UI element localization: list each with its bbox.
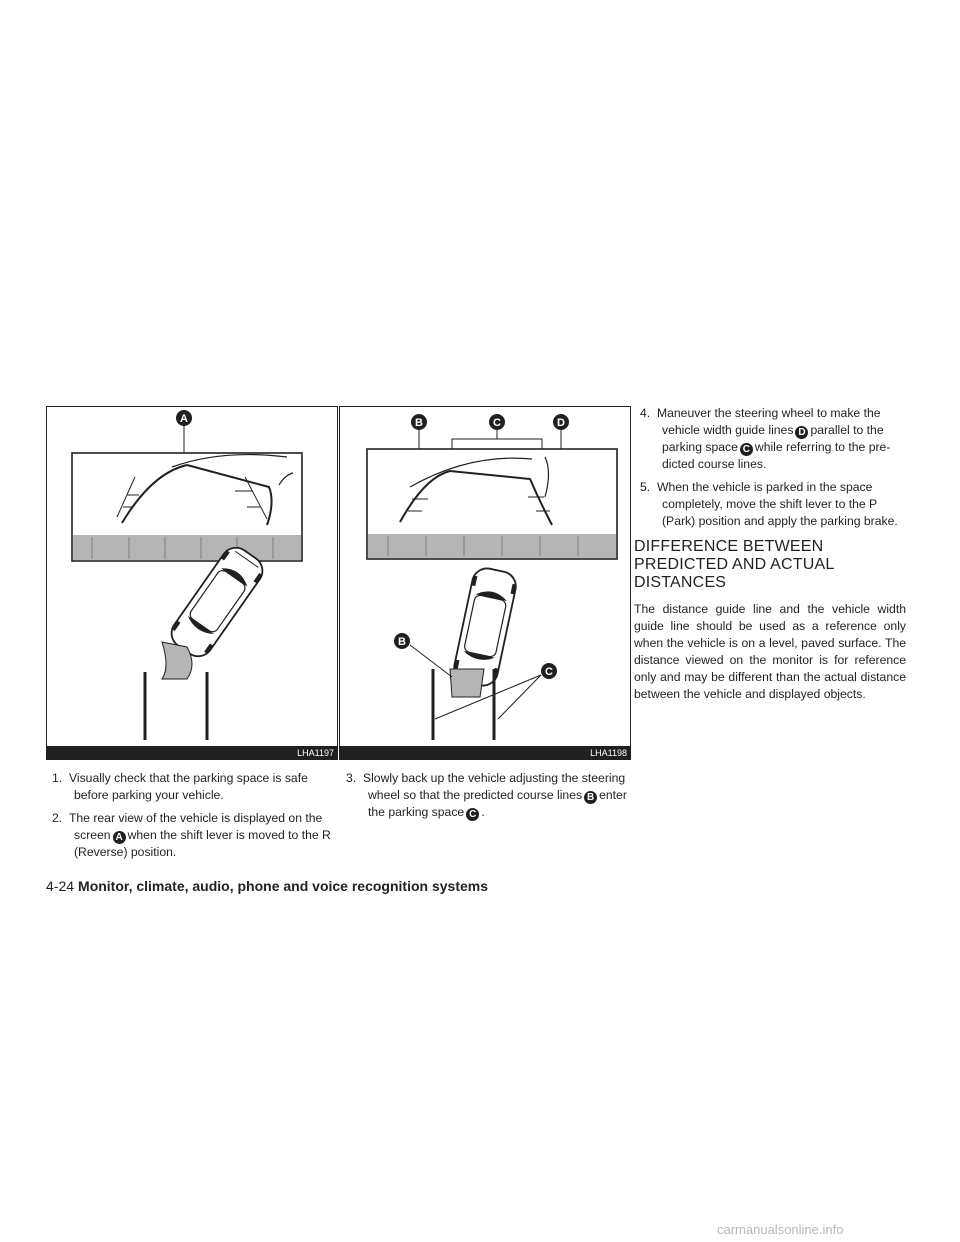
chapter-title: Monitor, climate, audio, phone and voice recognition systems (78, 878, 488, 894)
callout-b2-label: B (398, 636, 406, 648)
step-4: 4. Maneuver the steering wheel to make the vehicle width guide lines D parallel to the parking space C while referring to the pre-dicted course lines. (640, 406, 891, 471)
column-1 (46, 770, 336, 867)
callout-b-ref: B (584, 791, 597, 804)
callout-c-label: C (493, 417, 501, 429)
monitor-bumper-area (73, 535, 301, 560)
callout-d-label: D (557, 417, 565, 429)
figure-1-footer-band (47, 746, 337, 759)
callout-d-ref: D (795, 426, 808, 439)
figure-1-illustration (47, 407, 338, 760)
step-2: 2. The rear view of the vehicle is displayed on the screen A when the shift lever is moved to the R (Reverse) position. (52, 811, 331, 859)
callout-b-label: B (415, 417, 423, 429)
figure-backing-into-space (339, 406, 631, 760)
step-3: 3. Slowly back up the vehicle adjusting the steering wheel so that the predicted course lines B enter the parking space C . (346, 771, 627, 820)
watermark: carmanualsonline.info (717, 1222, 844, 1237)
figure-2-illustration (340, 407, 631, 760)
page-number: 4-24 (46, 878, 75, 894)
callout-c-ref: C (466, 808, 479, 821)
step-1: 1. Visually check that the parking space is safe before parking your vehicle. (52, 771, 308, 802)
callout-a-label: A (180, 413, 188, 425)
figure-2-code: LHA1198 (590, 748, 627, 758)
callout-c2-label: C (545, 666, 553, 678)
section-body: The distance guide line and the vehicle width guide line should be used as a reference only when the vehicle is on a level, paved surface. The distance viewed on the monitor is for reference only and may be different than the actual distance between the vehicle and displayed objects. (634, 602, 906, 701)
callout-c-ref-2: C (740, 443, 753, 456)
figure-rear-view-screen (46, 406, 338, 760)
page-footer (46, 878, 488, 894)
figure-2-footer-band (340, 746, 630, 759)
column-2 (340, 770, 632, 827)
figure-1-code: LHA1197 (297, 748, 334, 758)
callout-a-ref: A (113, 831, 126, 844)
column-3 (634, 405, 906, 703)
section-title: DIFFERENCE BETWEEN PREDICTED AND ACTUAL DISTANCES (634, 538, 834, 591)
swept-path (162, 642, 192, 679)
step-5: 5. When the vehicle is parked in the space completely, move the shift lever to the P (Park) position and apply the parking brake. (640, 480, 898, 528)
